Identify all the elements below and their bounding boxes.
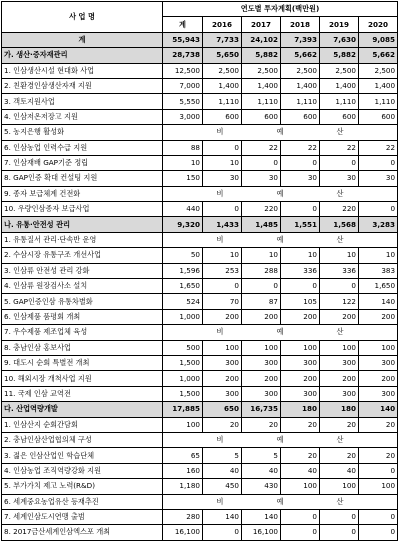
investment-plan-table — [1, 1, 398, 541]
total-value-cell: 1,596 — [163, 263, 203, 278]
table-row — [2, 494, 398, 509]
total-value-cell: 28,738 — [163, 48, 203, 63]
year-value-cell: 16,100 — [242, 525, 281, 540]
row-name-cell: 4. 인삼농업 조직역량강화 지원 — [2, 463, 163, 478]
table-row — [2, 525, 398, 540]
year-value-cell: 200 — [281, 371, 320, 386]
year-value-cell: 20 — [281, 448, 320, 463]
non-budget-char: 비 — [216, 435, 224, 445]
row-name-cell: 계 — [2, 32, 163, 47]
year-value-cell: 22 — [320, 140, 359, 155]
year-value-cell: 300 — [242, 355, 281, 370]
non-budget-char: 예 — [276, 235, 284, 245]
year-value-cell: 10 — [281, 248, 320, 263]
year-value-cell: 20 — [359, 448, 398, 463]
year-value-cell: 450 — [203, 479, 242, 494]
year-value-cell: 1,110 — [320, 94, 359, 109]
year-value-cell: 1,650 — [359, 279, 398, 294]
row-name-cell: 2. 친환경인삼생산자재 지원 — [2, 78, 163, 93]
total-value-cell: 88 — [163, 140, 203, 155]
year-value-cell: 0 — [359, 463, 398, 478]
non-budget-char: 산 — [336, 327, 344, 337]
investment-plan-table-wrapper — [1, 1, 398, 541]
non-budget-char: 비 — [216, 188, 224, 198]
row-name-cell: 7. 인삼재배 GAP기준 정립 — [2, 155, 163, 170]
table-row — [2, 125, 398, 140]
year-value-cell: 200 — [359, 309, 398, 324]
non-budget-char: 예 — [276, 327, 284, 337]
row-name-cell: 3. 객토지원사업 — [2, 94, 163, 109]
total-value-cell: 440 — [163, 202, 203, 217]
year-value-cell: 0 — [203, 525, 242, 540]
row-name-cell: 4. 인삼저온저장고 지원 — [2, 109, 163, 124]
table-row — [2, 63, 398, 78]
col-header-2017: 2017 — [242, 17, 281, 32]
total-value-cell: 10 — [163, 155, 203, 170]
year-value-cell: 336 — [281, 263, 320, 278]
total-value-cell: 160 — [163, 463, 203, 478]
year-value-cell: 1,400 — [281, 78, 320, 93]
total-value-cell: 16,100 — [163, 525, 203, 540]
year-value-cell: 200 — [203, 309, 242, 324]
total-value-cell: 5,550 — [163, 94, 203, 109]
total-value-cell: 100 — [163, 417, 203, 432]
row-name-cell: 7. 세계인삼도시연맹 출범 — [2, 509, 163, 524]
year-value-cell: 300 — [281, 386, 320, 401]
year-value-cell: 300 — [203, 386, 242, 401]
year-value-cell: 100 — [281, 479, 320, 494]
year-value-cell: 16,735 — [242, 402, 281, 417]
year-value-cell: 5,662 — [281, 48, 320, 63]
row-name-cell: 8. GAP인증 확대 컨설팅 지원 — [2, 171, 163, 186]
year-value-cell: 1,110 — [242, 94, 281, 109]
year-value-cell: 0 — [203, 202, 242, 217]
row-name-cell: 5. 농지은행 활성화 — [2, 125, 163, 140]
year-value-cell: 5,882 — [320, 48, 359, 63]
year-value-cell: 600 — [320, 109, 359, 124]
table-row — [2, 140, 398, 155]
year-value-cell: 3,283 — [359, 217, 398, 232]
total-value-cell: 17,885 — [163, 402, 203, 417]
year-value-cell: 0 — [281, 509, 320, 524]
year-value-cell: 100 — [359, 340, 398, 355]
col-header-2020: 2020 — [359, 17, 398, 32]
row-name-cell: 5. 부가가치 제고 노력(R&D) — [2, 479, 163, 494]
year-value-cell: 0 — [359, 202, 398, 217]
year-value-cell: 2,500 — [359, 63, 398, 78]
table-body — [2, 32, 398, 540]
non-budget-char: 비 — [216, 327, 224, 337]
year-value-cell: 30 — [281, 171, 320, 186]
year-value-cell: 22 — [242, 140, 281, 155]
year-value-cell: 5,650 — [203, 48, 242, 63]
year-value-cell: 10 — [203, 248, 242, 263]
year-value-cell: 10 — [242, 248, 281, 263]
non-budget-cell — [163, 232, 398, 247]
row-name-cell: 7. 우수제품 제조업체 육성 — [2, 325, 163, 340]
year-value-cell: 1,400 — [242, 78, 281, 93]
non-budget-cell — [163, 432, 398, 447]
year-value-cell: 1,110 — [203, 94, 242, 109]
year-value-cell: 1,400 — [359, 78, 398, 93]
year-value-cell: 7,733 — [203, 32, 242, 47]
year-value-cell: 0 — [281, 279, 320, 294]
row-name-cell: 10. 해외시장 개척사업 지원 — [2, 371, 163, 386]
year-value-cell: 200 — [359, 371, 398, 386]
year-value-cell: 7,630 — [320, 32, 359, 47]
col-header-total: 계 — [163, 17, 203, 32]
year-value-cell: 300 — [359, 355, 398, 370]
year-value-cell: 70 — [203, 294, 242, 309]
total-value-cell: 150 — [163, 171, 203, 186]
table-row — [2, 94, 398, 109]
year-value-cell: 40 — [203, 463, 242, 478]
year-value-cell: 100 — [320, 340, 359, 355]
year-value-cell: 0 — [359, 509, 398, 524]
non-budget-cell — [163, 325, 398, 340]
non-budget-char: 예 — [276, 127, 284, 137]
total-value-cell: 524 — [163, 294, 203, 309]
year-value-cell: 600 — [203, 109, 242, 124]
year-value-cell: 2,500 — [281, 63, 320, 78]
row-name-cell: 1. 유통질서 관리·단속반 운영 — [2, 232, 163, 247]
year-value-cell: 30 — [359, 171, 398, 186]
year-value-cell: 180 — [281, 402, 320, 417]
year-value-cell: 0 — [320, 525, 359, 540]
non-budget-char: 예 — [276, 435, 284, 445]
total-value-cell: 1,000 — [163, 371, 203, 386]
row-name-cell: 3. 인삼류 안전성 관리 강화 — [2, 263, 163, 278]
year-value-cell: 5 — [242, 448, 281, 463]
year-value-cell: 2,500 — [320, 63, 359, 78]
year-value-cell: 300 — [203, 355, 242, 370]
year-value-cell: 0 — [281, 155, 320, 170]
year-value-cell: 200 — [281, 309, 320, 324]
total-value-cell: 280 — [163, 509, 203, 524]
year-value-cell: 600 — [359, 109, 398, 124]
table-row — [2, 432, 398, 447]
year-value-cell: 10 — [359, 248, 398, 263]
year-value-cell: 0 — [203, 140, 242, 155]
non-budget-char: 산 — [336, 496, 344, 506]
year-value-cell: 9,085 — [359, 32, 398, 47]
row-name-cell: 나. 유통·안전성 관리 — [2, 217, 163, 232]
row-name-cell: 다. 산업역량개발 — [2, 402, 163, 417]
row-name-cell: 9. 대도시 순회 특별전 개최 — [2, 355, 163, 370]
year-value-cell: 288 — [242, 263, 281, 278]
table-row — [2, 202, 398, 217]
year-value-cell: 100 — [203, 340, 242, 355]
year-value-cell: 220 — [242, 202, 281, 217]
year-value-cell: 180 — [320, 402, 359, 417]
table-row — [2, 448, 398, 463]
non-budget-char: 비 — [216, 496, 224, 506]
row-name-cell: 1. 인삼생산시설 현대화 사업 — [2, 63, 163, 78]
row-name-cell: 4. 인삼류 원장검사소 설치 — [2, 279, 163, 294]
year-value-cell: 5,882 — [242, 48, 281, 63]
row-name-cell: 11. 국제 인삼 교역전 — [2, 386, 163, 401]
table-row — [2, 279, 398, 294]
row-name-cell: 1. 인삼산지 순회간담회 — [2, 417, 163, 432]
year-value-cell: 300 — [320, 355, 359, 370]
year-value-cell: 1,433 — [203, 217, 242, 232]
year-value-cell: 140 — [242, 509, 281, 524]
row-name-cell: 2. 충남인삼산업협의체 구성 — [2, 432, 163, 447]
table-row — [2, 109, 398, 124]
table-row — [2, 479, 398, 494]
table-row — [2, 355, 398, 370]
total-value-cell: 1,180 — [163, 479, 203, 494]
table-row — [2, 325, 398, 340]
non-budget-cell — [163, 494, 398, 509]
yearly-plan-header: 연도별 투자계획(백만원) — [163, 2, 398, 17]
year-value-cell: 7,393 — [281, 32, 320, 47]
row-name-cell: 3. 젊은 인삼산업인 학습단체 — [2, 448, 163, 463]
table-row — [2, 386, 398, 401]
total-value-cell: 500 — [163, 340, 203, 355]
year-value-cell: 20 — [242, 417, 281, 432]
table-row — [2, 155, 398, 170]
year-value-cell: 0 — [359, 525, 398, 540]
project-name-header: 사 업 명 — [2, 2, 163, 33]
total-value-cell: 3,000 — [163, 109, 203, 124]
total-value-cell: 65 — [163, 448, 203, 463]
year-value-cell: 40 — [281, 463, 320, 478]
year-value-cell: 600 — [242, 109, 281, 124]
total-value-cell: 1,650 — [163, 279, 203, 294]
total-value-cell: 12,500 — [163, 63, 203, 78]
year-value-cell: 0 — [320, 155, 359, 170]
non-budget-cell — [163, 125, 398, 140]
col-header-2019: 2019 — [320, 17, 359, 32]
non-budget-char: 산 — [336, 188, 344, 198]
year-value-cell: 1,110 — [359, 94, 398, 109]
table-row — [2, 371, 398, 386]
table-row — [2, 248, 398, 263]
year-value-cell: 200 — [242, 309, 281, 324]
year-value-cell: 20 — [281, 417, 320, 432]
non-budget-cell — [163, 186, 398, 201]
non-budget-char: 산 — [336, 435, 344, 445]
total-value-cell: 1,000 — [163, 309, 203, 324]
year-value-cell: 140 — [359, 402, 398, 417]
year-value-cell: 5,662 — [359, 48, 398, 63]
year-value-cell: 122 — [320, 294, 359, 309]
year-value-cell: 0 — [359, 155, 398, 170]
total-value-cell: 50 — [163, 248, 203, 263]
row-name-cell: 2. 수삼시장 유통구조 개선사업 — [2, 248, 163, 263]
category-row — [2, 48, 398, 63]
row-name-cell: 10. 우량인삼종자 보급사업 — [2, 202, 163, 217]
year-value-cell: 0 — [281, 525, 320, 540]
year-value-cell: 10 — [320, 248, 359, 263]
year-value-cell: 30 — [242, 171, 281, 186]
year-value-cell: 40 — [320, 463, 359, 478]
table-row — [2, 232, 398, 247]
row-name-cell: 6. 인삼농업 인력수급 지원 — [2, 140, 163, 155]
row-name-cell: 6. 인삼제품 품평회 개최 — [2, 309, 163, 324]
year-value-cell: 5 — [203, 448, 242, 463]
category-row — [2, 402, 398, 417]
total-row — [2, 32, 398, 47]
year-value-cell: 100 — [242, 340, 281, 355]
table-row — [2, 186, 398, 201]
year-value-cell: 30 — [320, 171, 359, 186]
year-value-cell: 200 — [320, 309, 359, 324]
year-value-cell: 336 — [320, 263, 359, 278]
year-value-cell: 0 — [242, 279, 281, 294]
total-value-cell: 9,320 — [163, 217, 203, 232]
year-value-cell: 140 — [359, 294, 398, 309]
year-value-cell: 10 — [203, 155, 242, 170]
year-value-cell: 40 — [242, 463, 281, 478]
year-value-cell: 22 — [359, 140, 398, 155]
year-value-cell: 0 — [281, 202, 320, 217]
year-value-cell: 0 — [203, 279, 242, 294]
year-value-cell: 200 — [242, 371, 281, 386]
non-budget-char: 예 — [276, 496, 284, 506]
row-name-cell: 6. 세계중요농업유산 등재추진 — [2, 494, 163, 509]
year-value-cell: 22 — [281, 140, 320, 155]
year-value-cell: 300 — [281, 355, 320, 370]
year-value-cell: 140 — [203, 509, 242, 524]
year-value-cell: 300 — [359, 386, 398, 401]
table-row — [2, 340, 398, 355]
total-value-cell: 1,500 — [163, 386, 203, 401]
row-name-cell: 5. GAP인증인삼 유통차별화 — [2, 294, 163, 309]
year-value-cell: 1,110 — [281, 94, 320, 109]
non-budget-char: 산 — [336, 127, 344, 137]
year-value-cell: 1,568 — [320, 217, 359, 232]
non-budget-char: 산 — [336, 235, 344, 245]
year-value-cell: 100 — [320, 479, 359, 494]
year-value-cell: 20 — [359, 417, 398, 432]
year-value-cell: 0 — [242, 155, 281, 170]
row-name-cell: 가. 생산·증자재관리 — [2, 48, 163, 63]
row-name-cell: 9. 종자 보급체계 건전화 — [2, 186, 163, 201]
non-budget-char: 예 — [276, 188, 284, 198]
table-row — [2, 294, 398, 309]
year-value-cell: 20 — [203, 417, 242, 432]
table-row — [2, 417, 398, 432]
header-row-1 — [2, 2, 398, 17]
total-value-cell: 7,000 — [163, 78, 203, 93]
year-value-cell: 1,400 — [320, 78, 359, 93]
year-value-cell: 1,551 — [281, 217, 320, 232]
year-value-cell: 200 — [203, 371, 242, 386]
col-header-2016: 2016 — [203, 17, 242, 32]
year-value-cell: 650 — [203, 402, 242, 417]
year-value-cell: 100 — [281, 340, 320, 355]
row-name-cell: 8. 2017금산세계인삼엑스포 개최 — [2, 525, 163, 540]
table-row — [2, 171, 398, 186]
total-value-cell: 1,500 — [163, 355, 203, 370]
row-name-cell: 8. 충남인삼 홍보사업 — [2, 340, 163, 355]
table-row — [2, 309, 398, 324]
year-value-cell: 1,400 — [203, 78, 242, 93]
year-value-cell: 220 — [320, 202, 359, 217]
year-value-cell: 2,500 — [203, 63, 242, 78]
year-value-cell: 0 — [320, 279, 359, 294]
year-value-cell: 430 — [242, 479, 281, 494]
table-row — [2, 463, 398, 478]
year-value-cell: 300 — [320, 386, 359, 401]
year-value-cell: 0 — [320, 509, 359, 524]
year-value-cell: 24,102 — [242, 32, 281, 47]
year-value-cell: 253 — [203, 263, 242, 278]
year-value-cell: 300 — [242, 386, 281, 401]
year-value-cell: 100 — [359, 479, 398, 494]
year-value-cell: 1,485 — [242, 217, 281, 232]
year-value-cell: 87 — [242, 294, 281, 309]
non-budget-char: 비 — [216, 235, 224, 245]
col-header-2018: 2018 — [281, 17, 320, 32]
non-budget-char: 비 — [216, 127, 224, 137]
year-value-cell: 30 — [203, 171, 242, 186]
year-value-cell: 20 — [320, 448, 359, 463]
year-value-cell: 2,500 — [242, 63, 281, 78]
year-value-cell: 105 — [281, 294, 320, 309]
year-value-cell: 200 — [320, 371, 359, 386]
category-row — [2, 217, 398, 232]
table-row — [2, 263, 398, 278]
year-value-cell: 20 — [320, 417, 359, 432]
year-value-cell: 600 — [281, 109, 320, 124]
total-value-cell: 55,943 — [163, 32, 203, 47]
table-row — [2, 78, 398, 93]
year-value-cell: 383 — [359, 263, 398, 278]
